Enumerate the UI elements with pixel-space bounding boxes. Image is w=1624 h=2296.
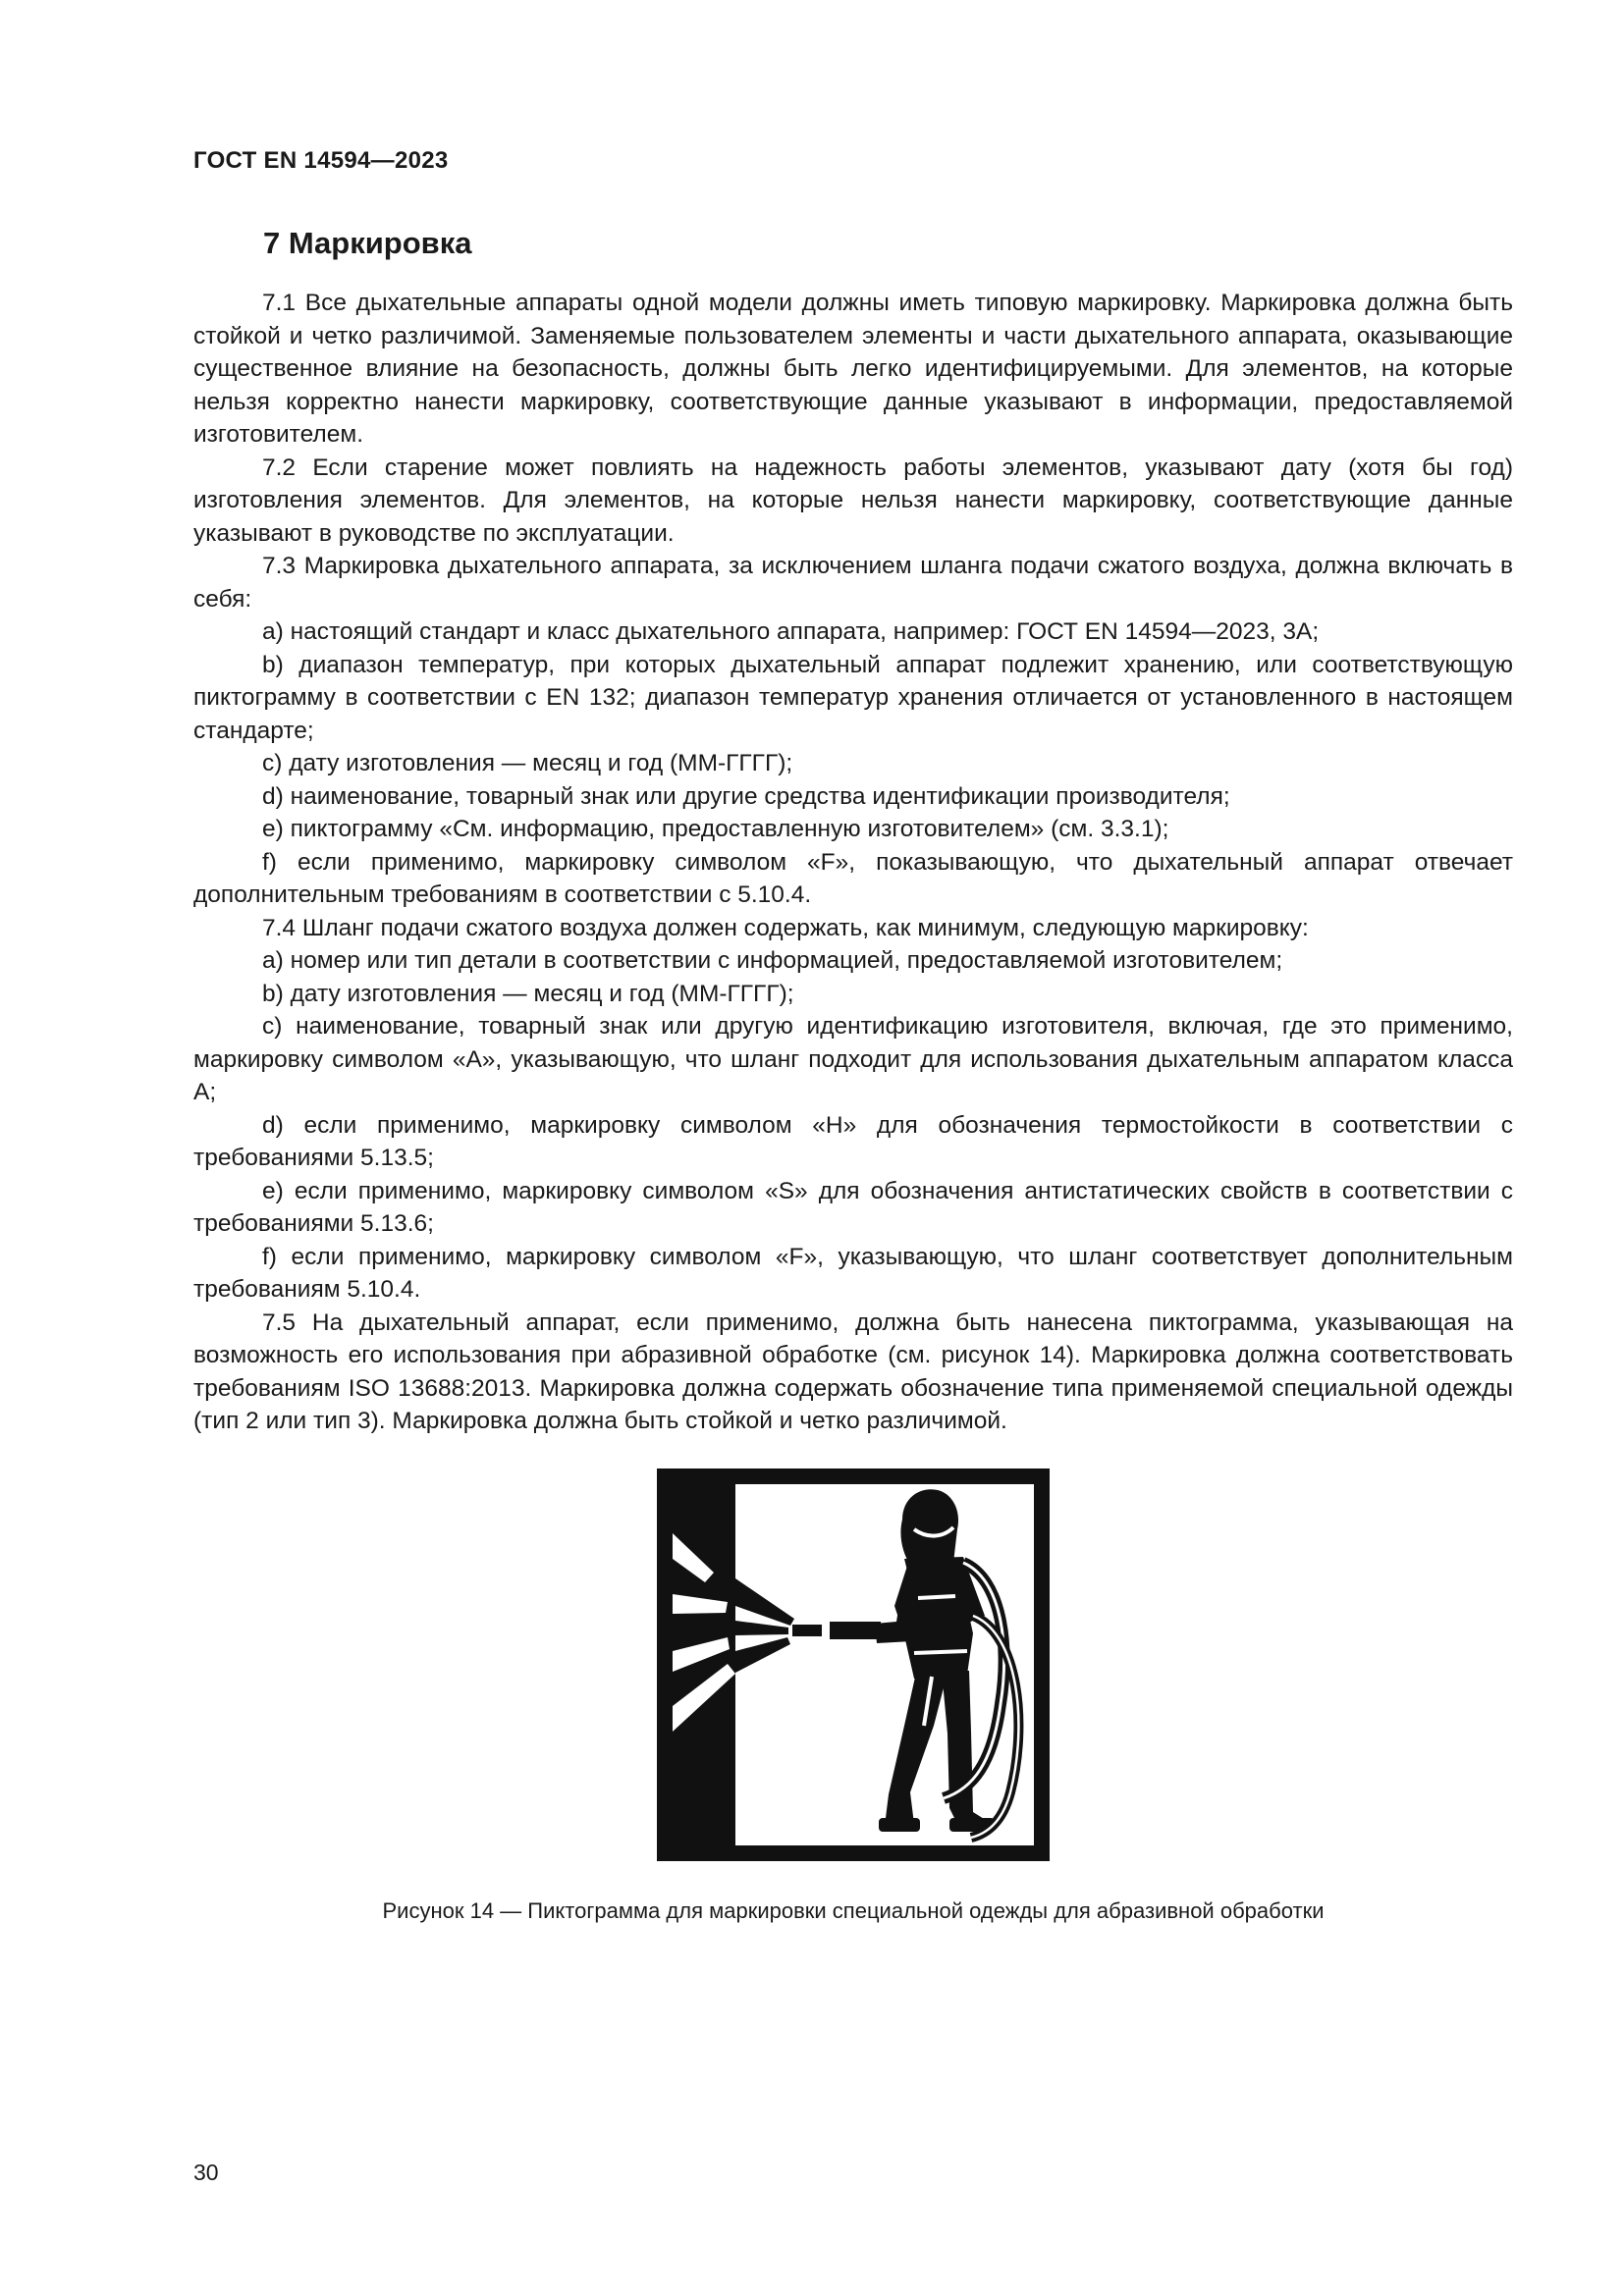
figure-caption: Рисунок 14 — Пиктограмма для маркировки специальной одежды для абразивной обработки xyxy=(382,1898,1325,1923)
paragraph-7-1: 7.1 Все дыхательные аппараты одной модели должны иметь типовую маркировку. Маркировка должна быть стойкой и четко различимой. Заменяемые пользователем элементы и части дыхательного аппарата, оказывающие существенное влияние на безопасность, должны быть легко идентифицируемыми. Для элементов, на которые нельзя корректно нанести маркировку, соответствующие данные указывают в информации, предоставляемой изготовителем. xyxy=(193,290,1513,448)
paragraph-7-4: 7.4 Шланг подачи сжатого воздуха должен содержать, как минимум, следующую маркировку: xyxy=(262,914,1309,941)
blast-nozzle xyxy=(792,1625,822,1636)
section-body xyxy=(193,287,1513,1438)
list-item-7-3-c: c) дату изготовления — месяц и год (ММ-ГГГГ); xyxy=(262,750,793,776)
list-item-7-4-c: c) наименование, товарный знак или другую идентификацию изготовителя, включая, где это применимо, маркировку символом «A», указывающую, что шланг подходит для использования дыхательным аппаратом класса A; xyxy=(193,1013,1513,1105)
list-item-7-4-e: e) если применимо, маркировку символом «S» для обозначения антистатических свойств в соответствии с требованиями 5.13.6; xyxy=(193,1177,1513,1237)
list-item-7-3-a: a) настоящий стандарт и класс дыхательного аппарата, например: ГОСТ EN 14594—2023, 3A; xyxy=(262,618,1320,645)
pictogram-svg xyxy=(657,1468,1050,1861)
list-item-7-3-d: d) наименование, товарный знак или другие средства идентификации производителя; xyxy=(262,782,1230,810)
list-item-7-4-b: b) дату изготовления — месяц и год (ММ-ГГГГ); xyxy=(262,980,794,1007)
paragraph-7-5: 7.5 На дыхательный аппарат, если применимо, должна быть нанесена пиктограмма, указывающая на возможность его использования при абразивной обработке (см. рисунок 14). Маркировка должна соответствовать требованиям ISO 13688:2013. Маркировка должна содержать обозначение типа применяемой специальной одежды (тип 2 или тип 3). Маркировка должна быть стойкой и четко различимой. xyxy=(193,1308,1513,1434)
page-number: 30 xyxy=(193,2160,219,2185)
paragraph-7-2: 7.2 Если старение может повлиять на надежность работы элементов, указывают дату (хотя бы год) изготовления элементов. Для элементов, на которые нельзя нанести маркировку, соответствующие данные указывают в руководстве по эксплуатации. xyxy=(193,454,1513,547)
list-item-7-4-a: a) номер или тип детали в соответствии с информацией, предоставляемой изготовителем; xyxy=(262,947,1283,974)
abrasive-blasting-pictogram-icon xyxy=(657,1468,1050,1861)
list-item-7-3-e: e) пиктограмму «См. информацию, предоставленную изготовителем» (см. 3.3.1); xyxy=(262,816,1169,842)
list-item-7-3-f: f) если применимо, маркировку символом «F», показывающую, что дыхательный аппарат отвечает дополнительным требованиям в соответствии с 5.10.4. xyxy=(193,848,1513,908)
paragraph-7-3: 7.3 Маркировка дыхательного аппарата, за исключением шланга подачи сжатого воздуха, должна включать в себя: xyxy=(193,553,1513,613)
document-code-header: ГОСТ EN 14594—2023 xyxy=(193,147,449,174)
list-item-7-3-b: b) диапазон температур, при которых дыхательный аппарат подлежит хранению, или соответствующую пиктограмму в соответствии с EN 132; диапазон температур хранения отличается от установленного в настоящем стандарте; xyxy=(193,651,1513,744)
list-item-7-4-d: d) если применимо, маркировку символом «H» для обозначения термостойкости в соответствии с требованиями 5.13.5; xyxy=(193,1111,1513,1171)
pictogram-inner-field xyxy=(735,1484,1034,1845)
list-item-7-4-f: f) если применимо, маркировку символом «F», указывающую, что шланг соответствует дополнительным требованиям 5.10.4. xyxy=(193,1243,1513,1303)
blast-gun xyxy=(830,1622,881,1639)
section-title: 7 Маркировка xyxy=(263,226,472,260)
